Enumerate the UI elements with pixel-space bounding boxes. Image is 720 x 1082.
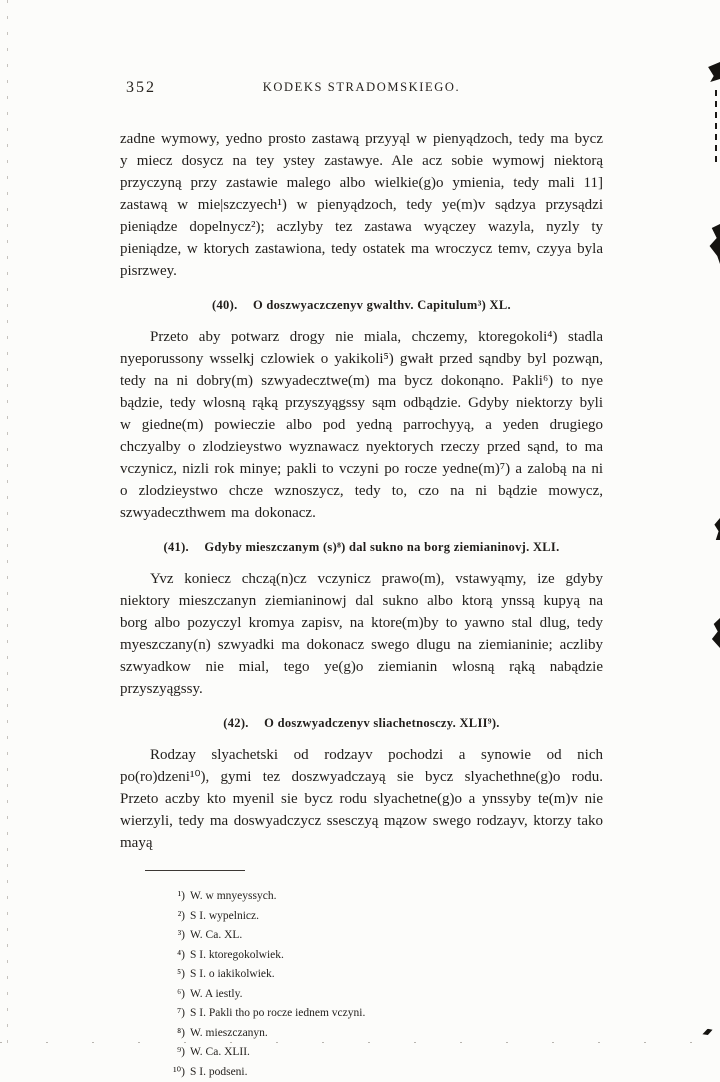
footnote-text: W. Ca. XL. [190, 929, 242, 941]
footnote-marker: ²) [168, 907, 185, 927]
footnote-text: S I. o iakikolwiek. [190, 968, 275, 980]
section-heading-42 [120, 716, 603, 731]
section-heading-40 [120, 298, 603, 313]
footnote-marker: ⁵) [168, 965, 185, 985]
footnote-marker: ¹⁰) [168, 1063, 185, 1082]
scan-artifact [706, 62, 720, 82]
footnote-text: W. w mnyeyssych. [190, 890, 276, 902]
footnote-text: S I. Pakli tho po rocze iednem vczyni. [190, 1007, 365, 1019]
footnote-2 [168, 907, 603, 927]
footnotes-block [168, 887, 603, 1082]
footnote-separator [145, 870, 245, 871]
footnote-7 [168, 1004, 603, 1024]
footnote-text: S I. wypelnicz. [190, 910, 259, 922]
footnote-4 [168, 946, 603, 966]
footnote-1 [168, 887, 603, 907]
section-heading-41 [120, 540, 603, 555]
footnote-marker: ⁴) [168, 946, 185, 966]
section-number: (41). [164, 540, 189, 554]
footnote-3 [168, 926, 603, 946]
footnote-10 [168, 1063, 603, 1082]
paragraph-continuation: zadne wymowy, yedno prosto zastawą przyyąl w pienyądzoch, tedy ma bycz y miecz dosycz na tey ystey zastawye. Ale acz sobie wymowj niektorą przyczyną przy zastawie malego albo wielkie(g)o ymienia, tedy mali 11] zastawą w mie|szczyech¹) w pienyądzoch, tedy ye(m)v sądzya przysądzi pieniądze dopelnycz²); aczlyby tez zastawa wyączey wazyla, nyzly ty pieniądze, w ktorych zastawiona, tedy ostatek ma wroczycz temv, czyya byla pisrzwey. [120, 128, 603, 282]
footnote-text: W. mieszczanyn. [190, 1027, 268, 1039]
footnote-text: W. Ca. XLII. [190, 1046, 250, 1058]
footnote-text: W. A iestly. [190, 988, 243, 1000]
footnote-6 [168, 985, 603, 1005]
section-title: O doszwyadczenyv sliachetnosczy. XLII⁹). [264, 716, 500, 730]
section-paragraph-40: Przeto aby potwarz drogy nie miala, chczemy, ktoregokoli⁴) stadla nyeporussony wsselkj czlowiek o yakikoli⁵) gwałt przed sąndby byl pozwąn, tedy na ni dobry(m) szwyadecztwe(m) ma bycz dokonąno. Pakli⁶) to nye bądzie, tedy wlosną rąką przyszyągssy sąm odbądzie. Gdyby niektorzy byli w giedne(m) powieczie albo pod yedną parrochyyą, a yeden drugiego chczyalby o zlodzieystwo wyznawacz nyektorych rzeczy przed sąnd, to ma vczynicz, nizli rok minye; pakli to vczyni po rocze yedne(m)⁷) a zalobą na ni o zlodzieystwo chcze wznoszycz, tedy to, czo na ni bądzie mowycz, szwyadeczthwem ma dokonacz. [120, 326, 603, 524]
scan-artifact [7, 0, 8, 1049]
footnote-marker: ¹) [168, 887, 185, 907]
footnote-9 [168, 1043, 603, 1063]
page-header [120, 80, 603, 102]
section-number: (40). [212, 298, 237, 312]
footnote-marker: ³) [168, 926, 185, 946]
footnote-marker: ⁹) [168, 1043, 185, 1063]
footnote-8 [168, 1024, 603, 1044]
footnote-marker: ⁸) [168, 1024, 185, 1044]
footnote-text: S I. ktoregokolwiek. [190, 949, 284, 961]
book-page [120, 80, 603, 1082]
scan-artifact [701, 1027, 713, 1036]
section-paragraph-41: Yvz koniecz chczą(n)cz vczynicz prawo(m), vstawyąmy, ize gdyby niektory mieszczanyn ziemianinowj dal sukno albo ktorą ynssą kupyą na borg albo pozyczyl kromya zapisv, na ktore(m)by to yawno stal dlug, tedy myeszczany(n) szwyadki ma dokonacz swego dlugu na ziemianinie; aczliby szwyadkow nie mial, tego ye(g)o ziemianin wlosną rąką nabądzie przyszyągssy. [120, 568, 603, 700]
scan-artifact [709, 224, 720, 264]
scan-artifact [715, 90, 717, 164]
scan-artifact [711, 618, 720, 648]
scan-artifact [0, 1042, 720, 1043]
footnote-text: S I. podseni. [190, 1066, 248, 1078]
section-number: (42). [223, 716, 248, 730]
footnote-marker: ⁷) [168, 1004, 185, 1024]
page-number: 352 [126, 79, 156, 97]
section-paragraph-42: Rodzay slyachetski od rodzayv pochodzi a synowie od nich po(ro)dzeni¹⁰), gymi tez doszwyadczayą sie bycz slyachethne(g)o rodu. Przeto aczby kto myenil sie bycz rodu slyachetne(g)o a ynssyby te(m)v nie wierzyli, tedy ma doswyadczycz ssesczyą mązow swego rodzayv, ktorzy tako mayą [120, 744, 603, 854]
scan-artifact [713, 518, 720, 540]
footnote-marker: ⁶) [168, 985, 185, 1005]
section-title: O doszwyaczczenyv gwalthv. Capitulum³) XL. [253, 298, 511, 312]
footnote-5 [168, 965, 603, 985]
running-header: KODEKS STRADOMSKIEGO. [120, 80, 603, 95]
section-title: Gdyby mieszczanym (s)⁸) dal sukno na borg ziemianinovj. XLI. [204, 540, 559, 554]
